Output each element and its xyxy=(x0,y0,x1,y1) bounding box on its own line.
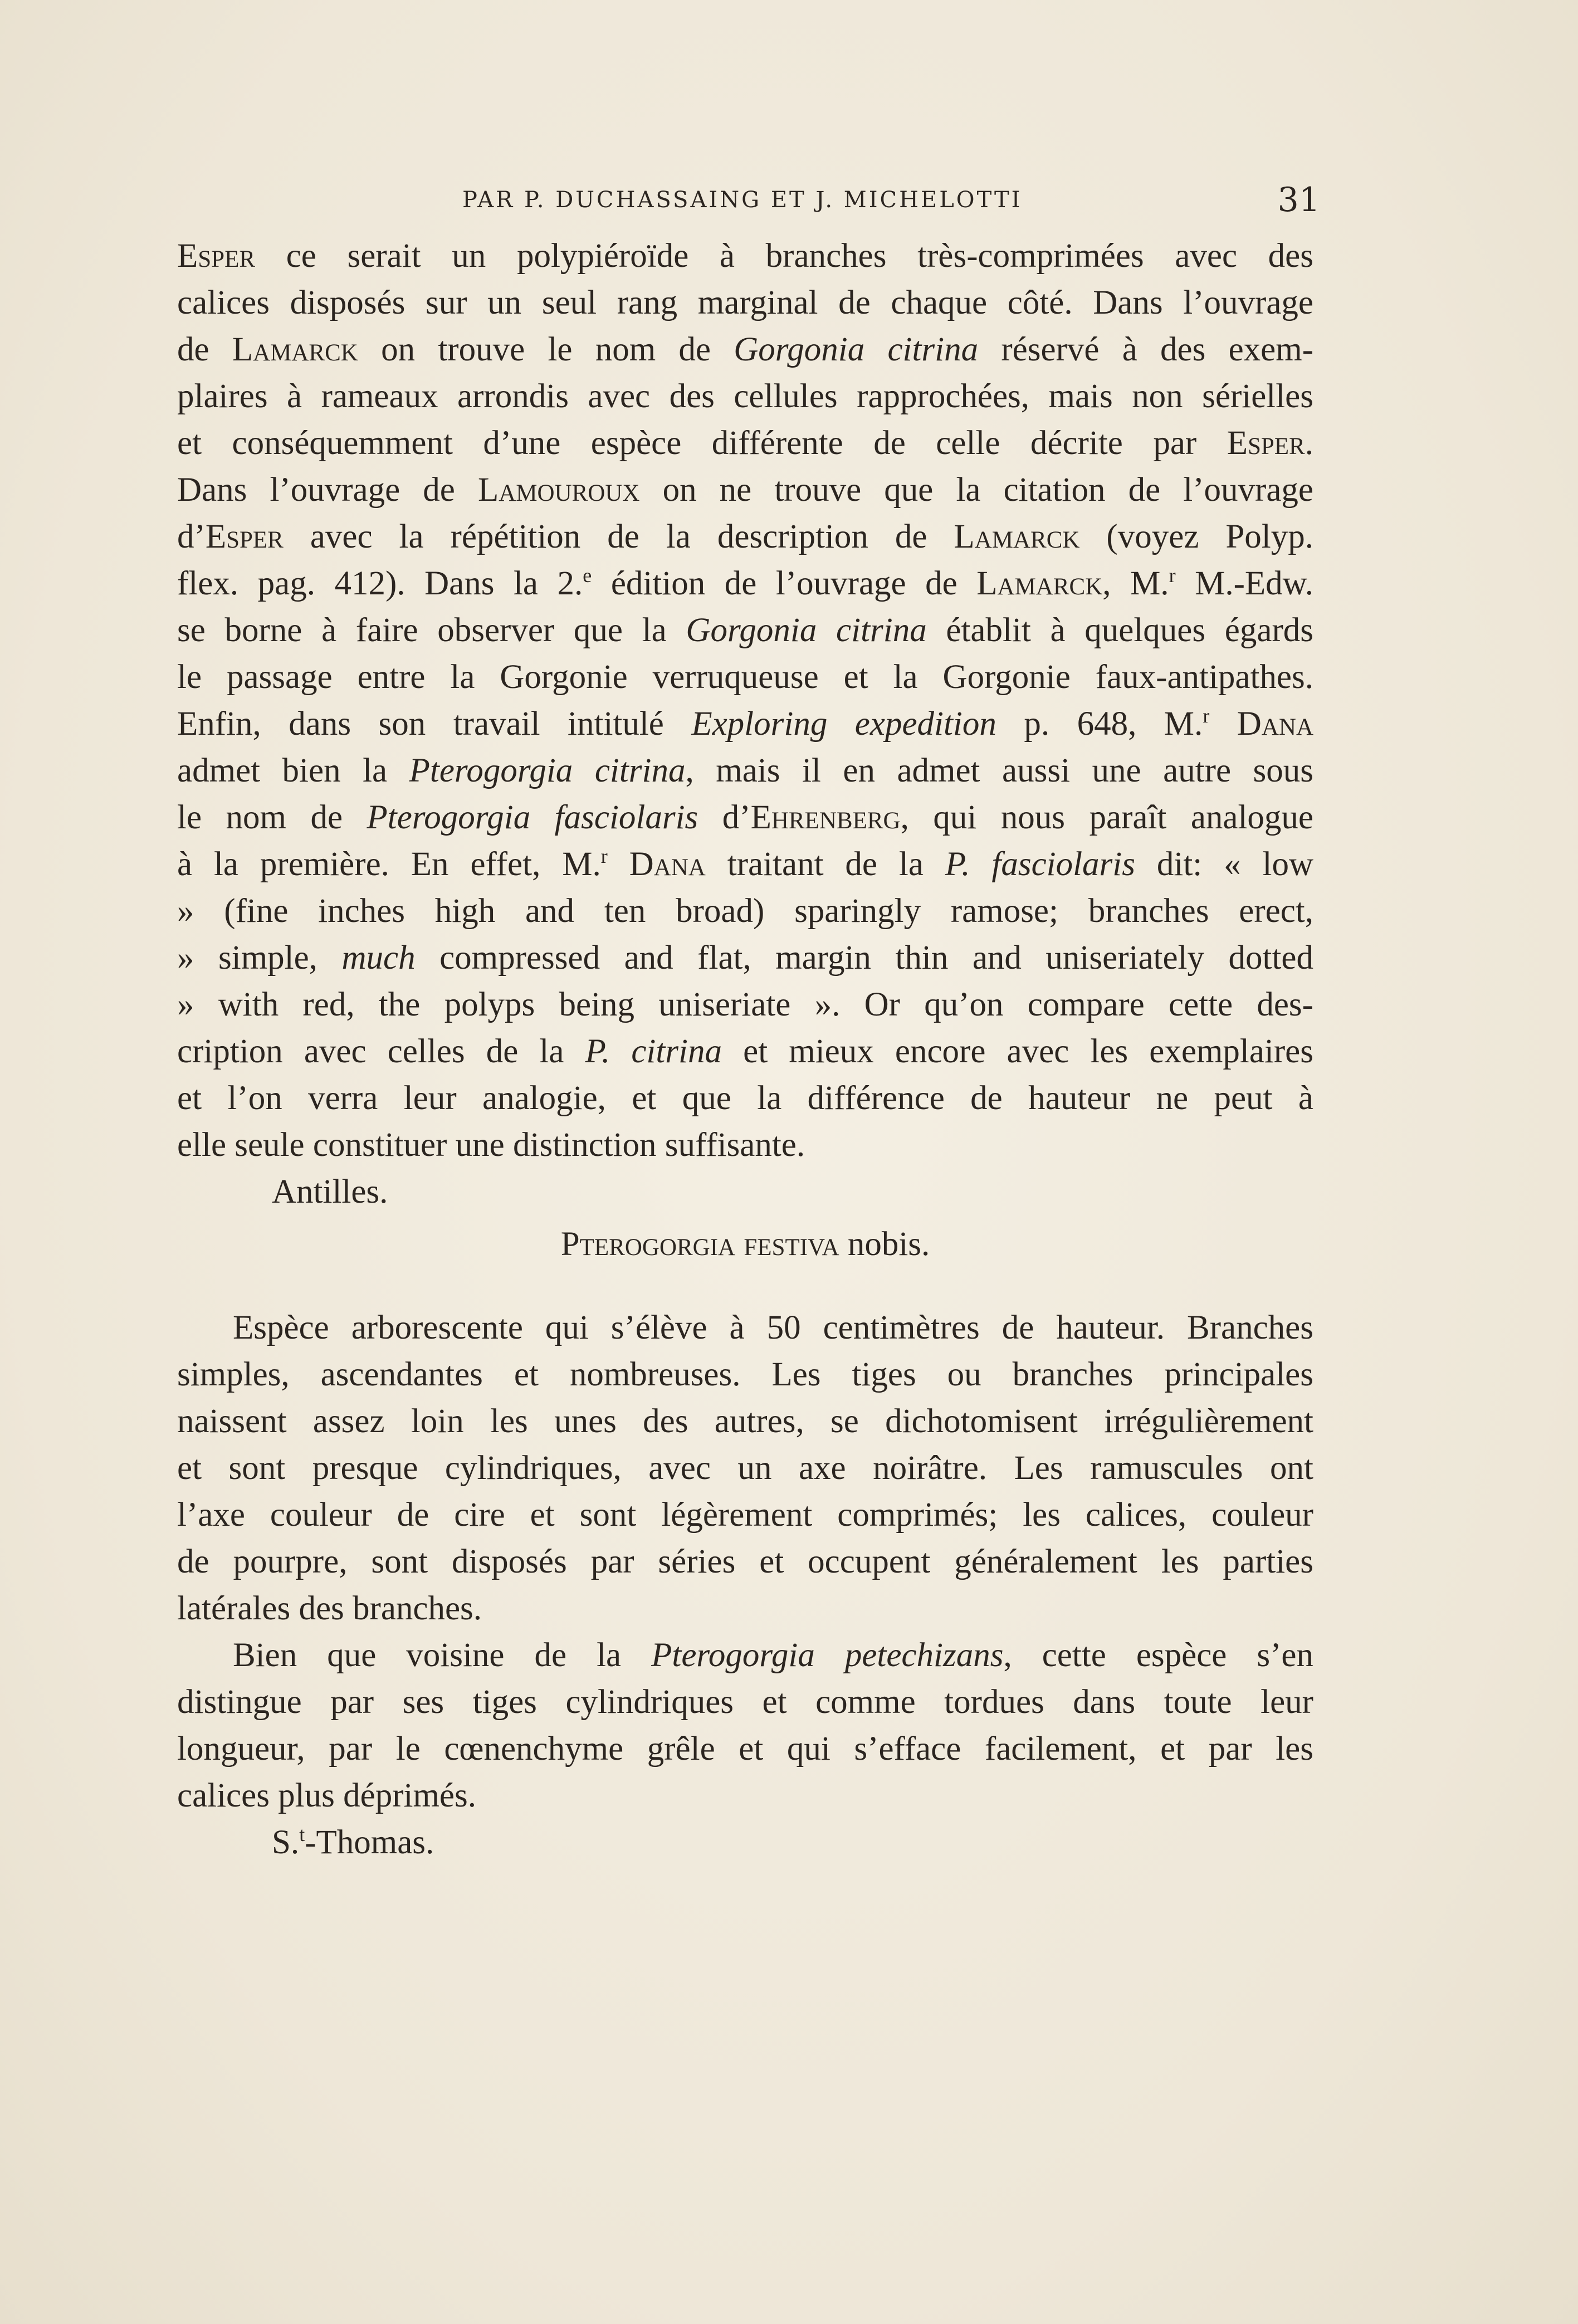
text-run: le nom de xyxy=(177,799,367,836)
text-run: , M. xyxy=(1102,565,1169,602)
text-run: Enfin, dans son travail intitulé xyxy=(177,705,692,743)
text-line xyxy=(177,1028,1313,1075)
text-run: édition de l’ouvrage de xyxy=(592,565,977,602)
text-line xyxy=(177,607,1313,654)
text-line: distingue par ses tiges cylindriques et comme tordues dans toute leur xyxy=(177,1683,1313,1721)
text-line: Espèce arborescente qui s’élève à 50 centimètres de hauteur. Branches xyxy=(233,1309,1313,1346)
taxon-name: Pterogorgia petechizans xyxy=(651,1637,1004,1674)
body-text xyxy=(177,233,1313,1866)
text-line xyxy=(177,1632,1313,1679)
author-name: Esper xyxy=(1227,424,1305,462)
text-run: flex. pag. 412). Dans la 2. xyxy=(177,565,583,602)
taxon-name: Pterogorgia citrina xyxy=(409,752,686,789)
author-name: Esper xyxy=(177,237,256,275)
text-run: d’ xyxy=(698,799,751,836)
text-line: l’axe couleur de cire et sont légèrement comprimés; les calices, couleur xyxy=(177,1496,1313,1534)
superscript: r xyxy=(1203,705,1210,727)
text-run: ce serait un polypiéroïde à branches très-comprimées avec des xyxy=(255,237,1313,275)
text-line xyxy=(177,233,1313,280)
text-run: on trouve le nom de xyxy=(358,331,734,368)
text-line: longueur, par le cœnenchyme grêle et qui s’efface facilement, et par les xyxy=(177,1730,1313,1768)
text-line: le passage entre la Gorgonie verruqueuse et la Gorgonie faux-antipathes. xyxy=(177,658,1313,696)
taxon-name: Pterogorgia fasciolaris xyxy=(367,799,698,836)
text-run: d’ xyxy=(177,518,206,555)
text-run: se borne à faire observer que la xyxy=(177,612,686,649)
text-run: Bien que voisine de la xyxy=(233,1637,652,1674)
running-header xyxy=(184,180,1320,228)
text-run: réservé à des exem- xyxy=(978,331,1314,368)
species-author: nobis. xyxy=(839,1226,930,1263)
locality: Antilles. xyxy=(272,1173,388,1210)
text-line xyxy=(177,514,1313,560)
work-title: Exploring expedition xyxy=(691,705,996,743)
text-run: , cette espèce s’en xyxy=(1003,1637,1313,1674)
text-line xyxy=(177,467,1313,514)
emphasis: much xyxy=(341,939,416,977)
superscript: e xyxy=(583,564,592,587)
text-run: , mais il en admet aussi une autre sous xyxy=(685,752,1314,789)
text-run xyxy=(1209,705,1237,743)
text-run: et mieux encore avec les exemplaires xyxy=(722,1033,1313,1070)
text-line: calices plus déprimés. xyxy=(177,1777,476,1814)
author-name: Lamarck xyxy=(232,331,358,368)
text-run: cription avec celles de la xyxy=(177,1033,585,1070)
text-run: à la première. En effet, M. xyxy=(177,846,601,883)
text-run: et conséquemment d’une espèce différente de celle décrite par xyxy=(177,424,1227,462)
text-run: admet bien la xyxy=(177,752,409,789)
text-line xyxy=(177,935,1313,982)
text-line: naissent assez loin les unes des autres, se dichotomisent irrégulièrement xyxy=(177,1403,1313,1440)
text-run: dit: « low xyxy=(1135,846,1314,883)
text-run: traitant de la xyxy=(705,846,945,883)
text-run xyxy=(608,846,629,883)
taxon-name: P. citrina xyxy=(585,1033,722,1070)
text-line: elle seule constituer une distinction suffisante. xyxy=(177,1126,805,1164)
text-run: p. 648, M. xyxy=(996,705,1203,743)
text-line xyxy=(177,701,1313,748)
text-line xyxy=(177,560,1313,607)
locality xyxy=(177,1819,1313,1866)
text-run: compressed and flat, margin thin and uniseriately dotted xyxy=(415,939,1313,977)
text-line: latérales des branches. xyxy=(177,1590,482,1627)
text-run: -Thomas. xyxy=(305,1824,434,1861)
text-line: simples, ascendantes et nombreuses. Les tiges ou branches principales xyxy=(177,1356,1313,1393)
text-run: S. xyxy=(272,1824,300,1861)
spacer xyxy=(177,1282,1313,1305)
text-line xyxy=(177,420,1313,467)
taxon-name: Gorgonia citrina xyxy=(734,331,979,368)
species-name: Pterogorgia festiva xyxy=(560,1226,839,1263)
text-run: , qui nous paraît analogue xyxy=(900,799,1314,836)
text-line: » (fine inches high and ten broad) sparingly ramose; branches erect, xyxy=(177,892,1313,930)
text-run: Dans l’ouvrage de xyxy=(177,471,478,509)
author-name: Lamarck xyxy=(954,518,1080,555)
author-name: Lamouroux xyxy=(477,471,640,509)
text-run: avec la répétition de la description de xyxy=(283,518,954,555)
text-line: de pourpre, sont disposés par séries et occupent généralement les parties xyxy=(177,1543,1313,1580)
text-run: M.-Edw. xyxy=(1175,565,1314,602)
author-name: Esper xyxy=(205,518,284,555)
text-line xyxy=(177,326,1313,373)
text-line: calices disposés sur un seul rang marginal de chaque côté. Dans l’ouvrage xyxy=(177,284,1313,321)
text-line xyxy=(177,841,1313,888)
text-run: établit à quelques égards xyxy=(926,612,1313,649)
text-line xyxy=(177,748,1313,794)
author-name: Dana xyxy=(1237,705,1314,743)
text-line: et l’on verra leur analogie, et que la différence de hauteur ne peut à xyxy=(177,1080,1313,1117)
author-name: Dana xyxy=(629,846,706,883)
species-heading xyxy=(177,1215,1313,1282)
taxon-name: Gorgonia citrina xyxy=(686,612,927,649)
superscript: r xyxy=(1169,564,1176,587)
text-line: » with red, the polyps being uniseriate ». Or qu’on compare cette des- xyxy=(177,986,1313,1023)
author-name: Ehrenberg xyxy=(750,799,901,836)
text-run: . xyxy=(1305,424,1313,462)
running-title: PAR P. DUCHASSAING ET J. MICHELOTTI xyxy=(462,187,1023,213)
page-number: 31 xyxy=(1277,180,1320,219)
text-line xyxy=(177,794,1313,841)
text-run: de xyxy=(177,331,232,368)
author-name: Lamarck xyxy=(976,565,1103,602)
taxon-name: P. fasciolaris xyxy=(945,846,1135,883)
text-run: » simple, xyxy=(177,939,342,977)
text-line: plaires à rameaux arrondis avec des cellules rapprochées, mais non sérielles xyxy=(177,378,1313,415)
superscript: r xyxy=(600,845,608,867)
superscript: t xyxy=(299,1823,305,1845)
text-run: on ne trouve que la citation de l’ouvrage xyxy=(639,471,1313,509)
text-line: et sont presque cylindriques, avec un axe noirâtre. Les ramuscules ont xyxy=(177,1449,1313,1487)
text-run: (voyez Polyp. xyxy=(1079,518,1313,555)
